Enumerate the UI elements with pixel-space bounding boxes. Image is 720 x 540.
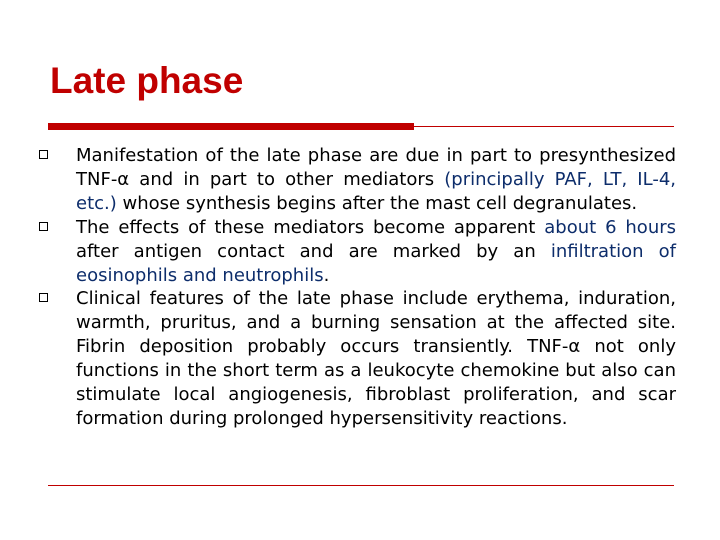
bullet-item bbox=[0, 287, 676, 430]
hollow-square-bullet-icon bbox=[39, 222, 48, 231]
bullet-text-part: . bbox=[323, 264, 330, 286]
bullet-list bbox=[0, 144, 720, 431]
bullet-text bbox=[76, 217, 676, 286]
bullet-text-part: Manifestation of the late phase are due in part to presynthesized TNF-α and in part to other mediators bbox=[76, 145, 676, 190]
footer-divider bbox=[48, 485, 674, 486]
hollow-square-bullet-icon bbox=[39, 293, 48, 302]
bullet-highlight-text: about 6 hours bbox=[544, 216, 676, 238]
bullet-highlight-text: infiltration of eosinophils and neutrophils bbox=[76, 240, 677, 286]
bullet-text bbox=[76, 288, 676, 429]
bullet-highlight-text: (principally PAF, LT, IL-4, etc.) bbox=[76, 168, 676, 214]
slide-title: Late phase bbox=[50, 60, 244, 101]
bullet-text-part: after antigen contact and are marked by an bbox=[76, 240, 551, 262]
title-divider-thick bbox=[48, 123, 414, 130]
bullet-item bbox=[0, 216, 676, 288]
bullet-text-part: The effects of these mediators become apparent bbox=[76, 216, 545, 238]
bullet-text-part: whose synthesis begins after the mast cell degranulates. bbox=[116, 192, 638, 214]
bullet-text-part: Clinical features of the late phase include erythema, induration, warmth, pruritus, and a burning sensation at the affected site. Fibrin deposition probably occurs transiently. TNF-α not only functions in the short term as a leukocyte chemokine but also can stimulate local angiogenesis, fibroblast proliferation, and scar formation during prolonged hypersensitivity reactions. bbox=[76, 288, 676, 429]
hollow-square-bullet-icon bbox=[39, 150, 48, 159]
bullet-text bbox=[76, 145, 676, 214]
bullet-item bbox=[0, 144, 676, 216]
